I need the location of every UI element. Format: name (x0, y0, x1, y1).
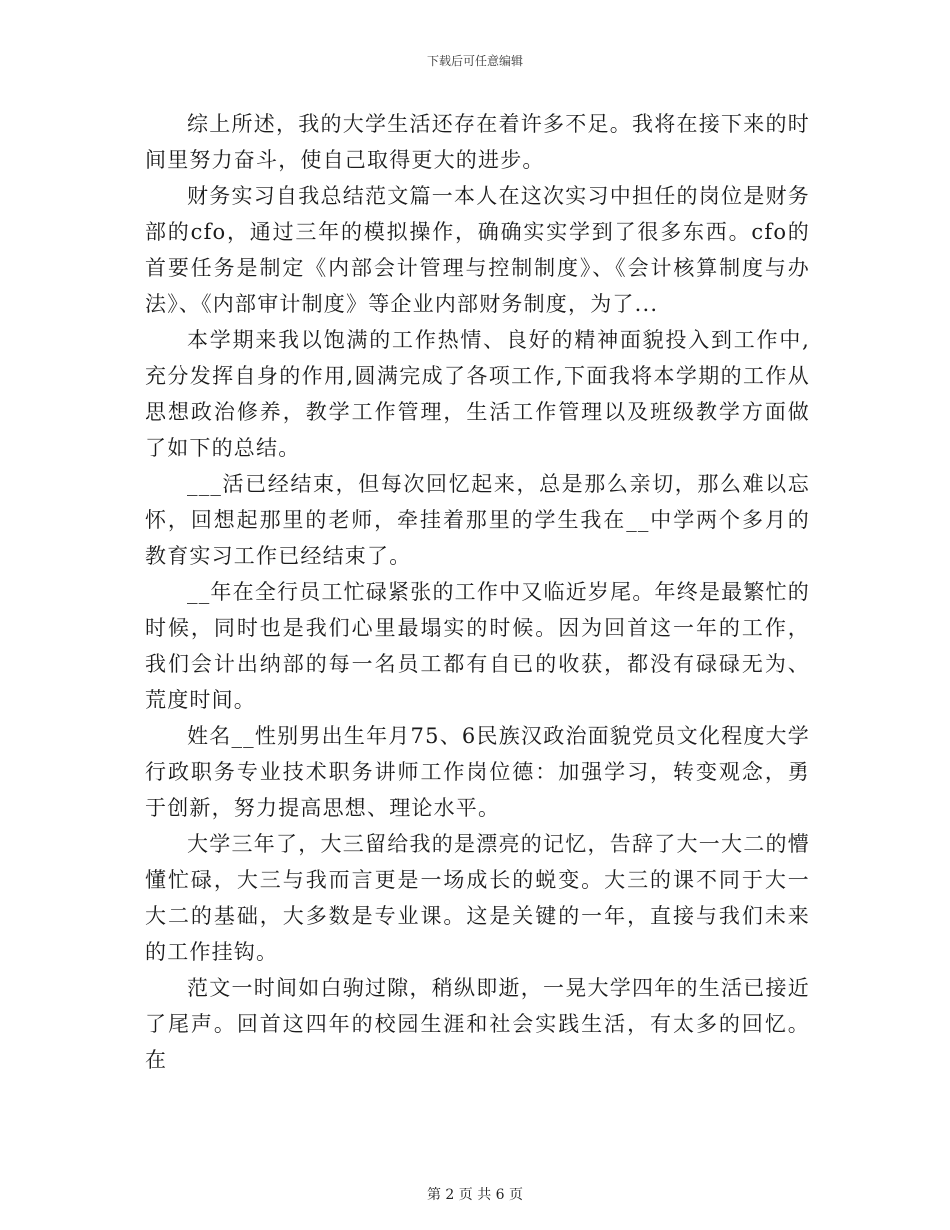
page-number: 第 2 页 共 6 页 (426, 1187, 524, 1203)
paragraph-personal-info: 姓名__性别男出生年月75、6民族汉政治面貌党员文化程度大学行政职务专业技术职务讲师工作岗位德：加强学习，转变观念，勇于创新，努力提高思想、理论水平。 (145, 724, 810, 820)
paragraph-junior-year: 大学三年了，大三留给我的是漂亮的记忆，告辞了大一大二的懵懂忙碌，大三与我而言更是一场成长的蜕变。大三的课不同于大一大二的基础，大多数是专业课。这是关键的一年，直接与我们未来的工作挂钩。 (145, 832, 810, 964)
paragraph-teaching-internship: ___活已经结束，但每次回忆起来，总是那么亲切，那么难以忘怀，回想起那里的老师，牵挂着那里的学生我在__中学两个多月的教育实习工作已经结束了。 (145, 472, 810, 568)
paragraph-semester-work: 本学期来我以饱满的工作热情、良好的精神面貌投入到工作中,充分发挥自身的作用,圆满完成了各项工作,下面我将本学期的工作从思想政治修养，教学工作管理，生活工作管理以及班级教学方面做了如下的总结。 (145, 328, 810, 460)
document-body (145, 106, 810, 1078)
paragraph-year-end: __年在全行员工忙碌紧张的工作中又临近岁尾。年终是最繁忙的时候，同时也是我们心里最塌实的时候。因为回首这一年的工作，我们会计出纳部的每一名员工都有自已的收获，都没有碌碌无为、荒度时间。 (145, 580, 810, 712)
paragraph-finance-internship: 财务实习自我总结范文篇一本人在这次实习中担任的岗位是财务部的cfo，通过三年的模拟操作，确确实实学到了很多东西。cfo的首要任务是制定《内部会计管理与控制制度》、《会计核算制度与办法》、《内部审计制度》等企业内部财务制度，为了... (145, 184, 810, 316)
paragraph-summary: 综上所述，我的大学生活还存在着许多不足。我将在接下来的时间里努力奋斗，使自己取得更大的进步。 (145, 112, 810, 172)
paragraph-four-years: 范文一时间如白驹过隙，稍纵即逝，一晃大学四年的生活已接近了尾声。回首这四年的校园生涯和社会实践生活，有太多的回忆。在 (145, 976, 810, 1072)
page-header: 下载后可任意编辑 (426, 54, 523, 68)
